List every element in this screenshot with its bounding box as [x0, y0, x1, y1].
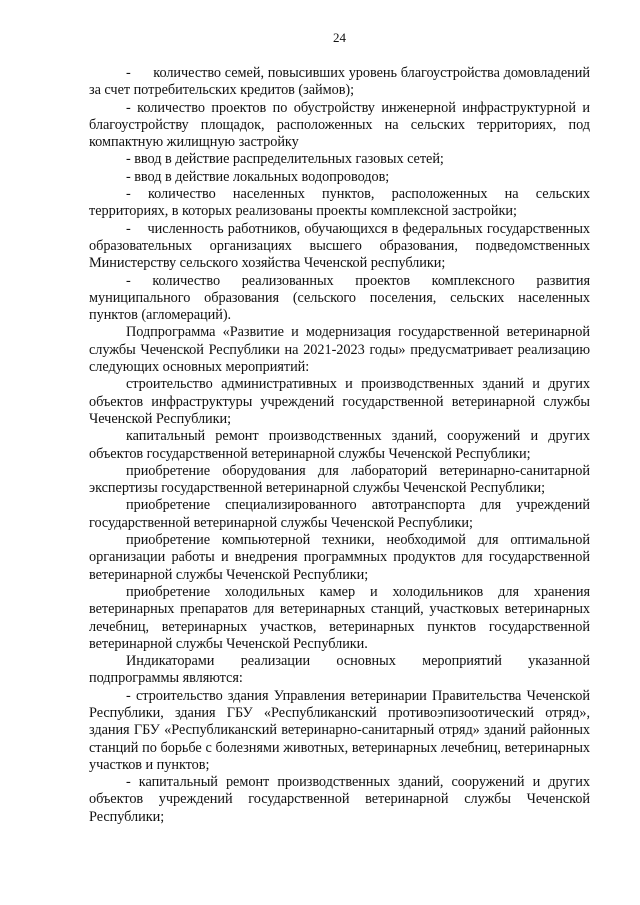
paragraph-water-supply: - ввод в действие локальных водопроводов;	[126, 168, 390, 185]
paragraph-gas-networks: - ввод в действие распределительных газовых сетей;	[126, 151, 444, 168]
document-body	[89, 65, 590, 826]
paragraph-subprogram-intro: Подпрограмма «Развитие и модернизация государственной ветеринарной службы Чеченской Республики на 2021-2023 годы» предусматривает реализацию следующих основных мероприятий:	[89, 324, 590, 376]
paragraph-computers: приобретение компьютерной техники, необходимой для оптимальной организации работы и внедрения программных продуктов для государственной ветеринарной службы Чеченской Республики;	[89, 532, 590, 583]
paragraph-indicator-repair: - капитальный ремонт производственных зданий, сооружений и других объектов учреждений государственной ветеринарной службы Чеченской Республики;	[89, 774, 590, 825]
paragraph-indicators-intro: Индикаторами реализации основных мероприятий указанной подпрограммы являются:	[89, 653, 590, 687]
paragraph-capital-repair: капитальный ремонт производственных зданий, сооружений и других объектов государственной ветеринарной службы Чеченской Республики;	[89, 428, 590, 462]
paragraph-construction: строительство административных и производственных зданий и других объектов инфраструктуры учреждений государственной ветеринарной службы Чеченской Республики;	[89, 376, 590, 427]
paragraph-lab-equipment: приобретение оборудования для лабораторий ветеринарно-санитарной экспертизы государственной ветеринарной службы Чеченской Республики;	[89, 462, 590, 497]
paragraph-families-improvement: - количество семей, повысивших уровень благоустройства домовладений за счет потребительских кредитов (займов);	[89, 65, 590, 99]
paragraph-infrastructure-projects: - количество проектов по обустройству инженерной инфраструктурной и благоустройству площадок, расположенных на сельских территориях, под компактную жилищную застройку	[89, 99, 590, 151]
page-number: 24	[333, 30, 346, 45]
paragraph-indicator-construction: - строительство здания Управления ветеринарии Правительства Чеченской Республики, здания ГБУ «Республиканский противоэпизоотический отряд», здания ГБУ «Республиканский ветеринарно-санитарный отряд» зданий районных станций по борьбе с болезнями животных, ветеринарных лечебниц, ветеринарных участков и пунктов;	[89, 687, 590, 773]
paragraph-vehicles: приобретение специализированного автотранспорта для учреждений государственной ветеринарной службы Чеченской Республики;	[89, 497, 590, 531]
paragraph-employees-training: - численность работников, обучающихся в федеральных государственных образовательных организациях высшего образования, подведомственных Министерству сельского хозяйства Чеченской республики;	[89, 220, 590, 272]
paragraph-refrigerators: приобретение холодильных камер и холодильников для хранения ветеринарных препаратов для ветеринарных станций, участковых ветеринарных лечебниц, ветеринарных участков, ветеринарных пунктов государственной ветеринарной службы Чеченской Республики.	[89, 583, 590, 652]
paragraph-complex-development: - количество реализованных проектов комплексного развития муниципального образования (сельского поселения, сельских населенных пунктов (агломераций).	[89, 272, 590, 324]
paragraph-settlements: - количество населенных пунктов, расположенных на сельских территориях, в которых реализованы проекты комплексной застройки;	[89, 186, 590, 220]
